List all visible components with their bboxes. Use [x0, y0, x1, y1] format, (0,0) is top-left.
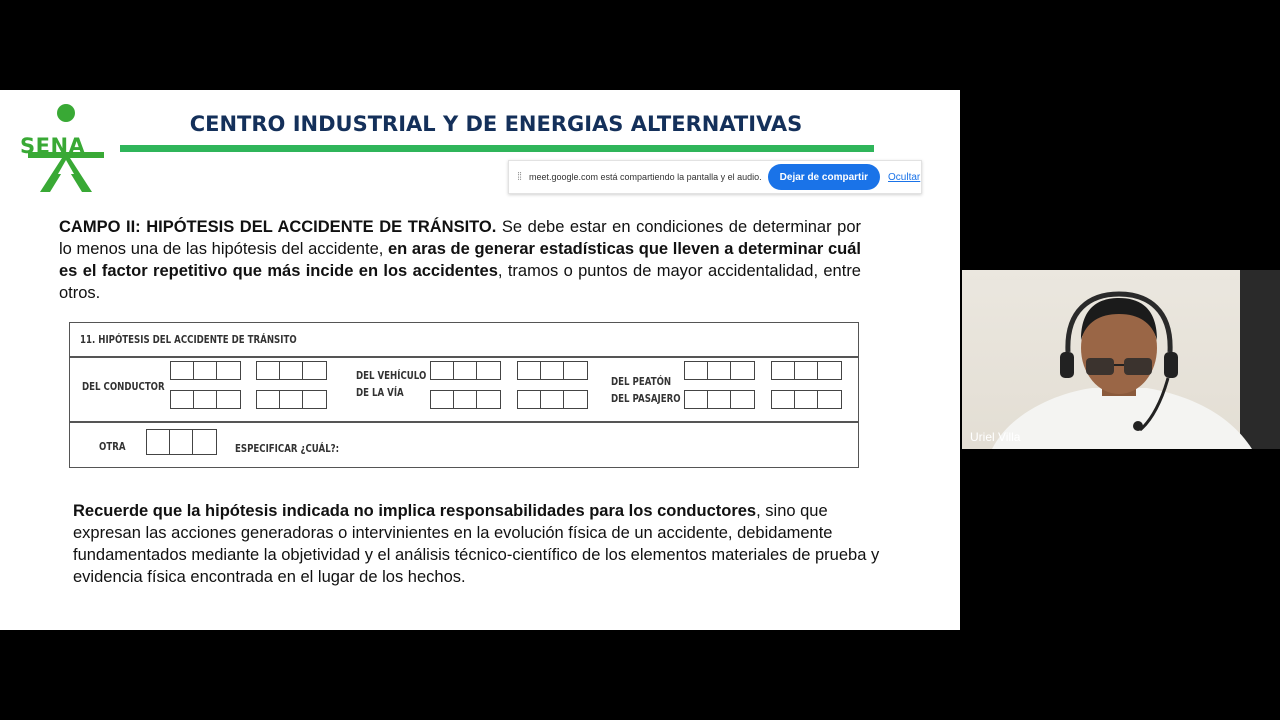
checkbox-group: [517, 390, 588, 409]
intro-bold-2: en aras de generar estadísticas que lleven a determinar cuál es el factor repetitivo que más incide en los accidentes: [59, 240, 861, 280]
closing-bold: Recuerde que la hipótesis indicada no implica responsabilidades para los conductores: [73, 502, 757, 520]
intro-text-1: Se debe estar en condiciones de determinar por lo menos una de las hipótesis del accidente,: [59, 218, 861, 258]
participant-silhouette-icon: [962, 270, 1280, 449]
presentation-slide: [0, 90, 960, 630]
form-label-via: DE LA VÍA: [356, 387, 404, 399]
screen-share-banner: [508, 160, 922, 194]
checkbox-group: [430, 390, 501, 409]
intro-bold-heading: CAMPO II: HIPÓTESIS DEL ACCIDENTE DE TRÁNSITO.: [59, 218, 497, 236]
checkbox-group: [684, 390, 755, 409]
checkbox-group: [170, 390, 241, 409]
checkbox-group: [771, 361, 842, 380]
checkbox-group: [256, 361, 327, 380]
stop-sharing-button[interactable]: Dejar de compartir: [768, 164, 880, 190]
checkbox-group: [430, 361, 501, 380]
slide-title: CENTRO INDUSTRIAL Y DE ENERGIAS ALTERNATIVAS: [189, 112, 803, 136]
checkbox-group: [517, 361, 588, 380]
sena-logo: [18, 102, 114, 194]
sena-logo-text: SENA: [20, 134, 86, 158]
intro-paragraph: [59, 216, 861, 304]
participant-video-tile[interactable]: [962, 270, 1280, 449]
form-label-pasajero: DEL PASAJERO: [611, 393, 681, 405]
hide-banner-link[interactable]: Ocultar: [888, 171, 921, 183]
checkbox-group: [170, 361, 241, 380]
checkbox-group: [771, 390, 842, 409]
participant-name: Uriel Villa: [970, 430, 1021, 444]
closing-text: , sino que expresan las acciones generadoras o intervinientes en la evolución física de un accidente, debidamente fundamentados mediante la objetividad y el análisis técnico-científico de los elementos materiales de prueba y evidencia física encontrada en el lugar de los hechos.: [73, 502, 880, 586]
checkbox-group: [256, 390, 327, 409]
form-label-conductor: DEL CONDUCTOR: [82, 381, 165, 393]
checkbox-group: [684, 361, 755, 380]
share-message: meet.google.com está compartiendo la pantalla y el audio.: [529, 172, 762, 182]
drag-handle-icon[interactable]: ⁞⁞: [516, 171, 522, 183]
checkbox-group: [146, 429, 217, 455]
form-heading: 11. HIPÓTESIS DEL ACCIDENTE DE TRÁNSITO: [80, 334, 297, 346]
form-label-especificar: ESPECIFICAR ¿CUÁL?:: [235, 443, 340, 455]
form-label-otra: OTRA: [99, 441, 126, 453]
form-label-peaton: DEL PEATÓN: [611, 376, 672, 388]
hypothesis-form-image: [69, 322, 859, 468]
closing-paragraph: [73, 500, 885, 588]
intro-text-2: , tramos o puntos de mayor accidentalidad, entre otros.: [59, 262, 861, 302]
title-divider: [120, 145, 874, 152]
form-label-vehiculo: DEL VEHÍCULO: [356, 370, 427, 382]
